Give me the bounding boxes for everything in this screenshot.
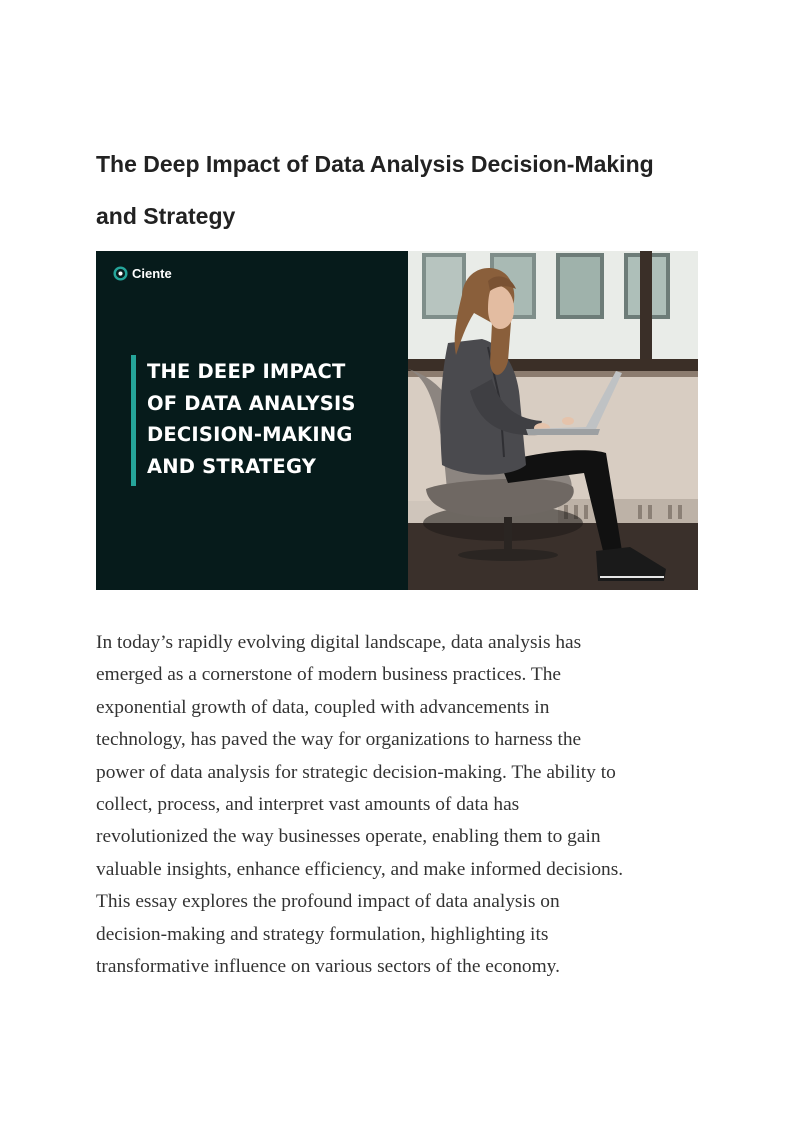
banner-headline-line: AND STRATEGY: [147, 454, 317, 478]
banner-headline-line: THE DEEP IMPACT: [147, 360, 346, 383]
accent-bar: [131, 355, 136, 486]
banner-text-panel: [96, 251, 408, 590]
article-intro-paragraph: [96, 627, 700, 983]
banner-headline-line: DECISION-MAKING: [147, 423, 353, 446]
paragraph-line: collect, process, and interpret vast amounts of data has: [96, 794, 520, 816]
banner-headline-line: OF DATA ANALYSIS: [147, 391, 356, 415]
article-banner-image: [96, 251, 698, 590]
paragraph-line: emerged as a cornerstone of modern business practices. The: [96, 664, 562, 686]
paragraph-line: valuable insights, enhance efficiency, and make informed decisions.: [96, 858, 624, 880]
paragraph-line: power of data analysis for strategic decision-making. The ability to: [96, 761, 616, 783]
photo-illustration: [408, 251, 698, 590]
brand-logo: [113, 266, 172, 281]
paragraph-line: transformative influence on various sectors of the economy.: [96, 956, 560, 978]
ciente-logo-icon: [113, 266, 128, 281]
paragraph-line: exponential growth of data, coupled with advancements in: [96, 696, 550, 718]
article-title: [96, 138, 700, 242]
banner-headline: [147, 356, 397, 482]
paragraph-line: revolutionized the way businesses operate, enabling them to gain: [96, 826, 601, 848]
article-title-line: The Deep Impact of Data Analysis Decision-Making: [96, 151, 654, 177]
brand-name: Ciente: [132, 266, 172, 281]
woman-laptop-photo: [408, 251, 698, 590]
article-title-line: and Strategy: [96, 203, 236, 229]
paragraph-line: decision-making and strategy formulation, highlighting its: [96, 923, 549, 945]
paragraph-line: technology, has paved the way for organizations to harness the: [96, 729, 582, 751]
paragraph-line: In today’s rapidly evolving digital landscape, data analysis has: [96, 632, 582, 653]
paragraph-line: This essay explores the profound impact of data analysis on: [96, 891, 560, 913]
